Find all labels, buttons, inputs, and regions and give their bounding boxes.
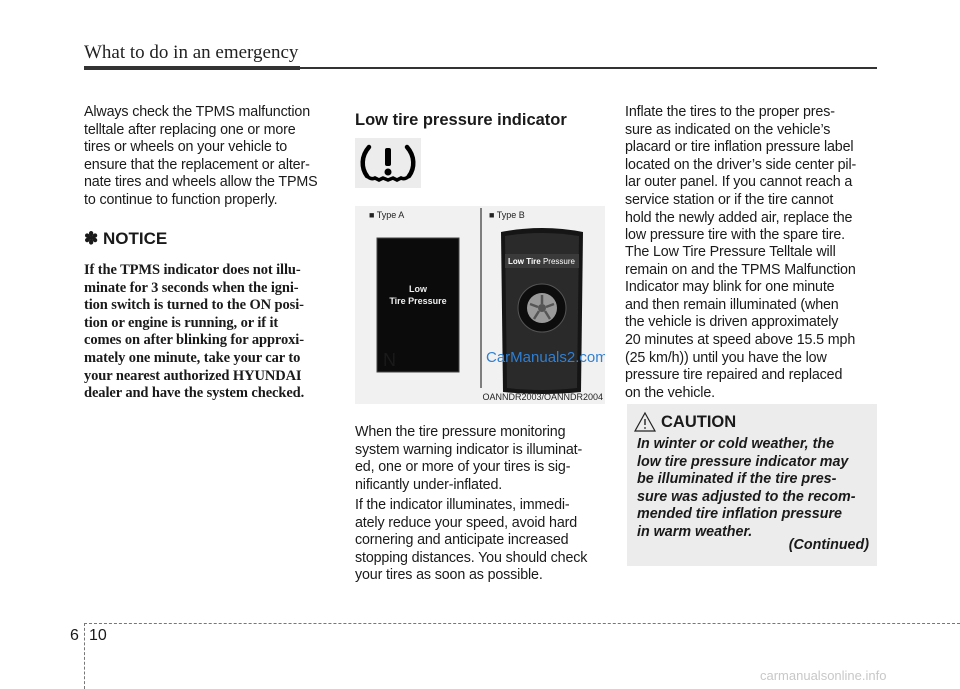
- text-line: system warning indicator is illuminat-: [355, 441, 583, 458]
- type-b-label: ■ Type B: [489, 210, 525, 220]
- caution-title: CAUTION: [661, 413, 737, 431]
- site-watermark: carmanualsonline.info: [760, 668, 887, 683]
- text-line: tion or engine is running, or if it: [84, 314, 279, 331]
- text-line: placard or tire inflation pressure label: [625, 139, 854, 156]
- text-line: your nearest authorized HYUNDAI: [84, 367, 302, 384]
- text-line: If the TPMS indicator does not illu-: [84, 262, 301, 278]
- text-line: located on the driver’s side center pil-: [625, 156, 857, 173]
- text-line: low tire pressure indicator may: [637, 453, 849, 470]
- text-line: sure was adjusted to the recom-: [637, 488, 856, 505]
- figure-code: OANNDR2003/OANNDR2004: [482, 392, 603, 402]
- type-b-display-label-bold: Low Tire: [508, 257, 541, 266]
- text-line: comes on after blinking for approxi-: [84, 332, 304, 349]
- warning-triangle-icon: [633, 411, 657, 433]
- notice-body: [84, 262, 334, 403]
- figure-watermark: CarManuals2.com: [486, 349, 605, 366]
- text-line: on the vehicle.: [625, 384, 715, 401]
- text-line: nificantly under-inflated.: [355, 476, 503, 493]
- text-line: mately one minute, take your car to: [84, 349, 301, 366]
- text-line: sure as indicated on the vehicle’s: [625, 121, 831, 138]
- type-a-label: ■ Type A: [369, 210, 405, 220]
- text-line: Always check the TPMS malfunction: [84, 104, 311, 120]
- footer-vertical-rule: [84, 623, 85, 689]
- tpms-check-paragraph: [84, 104, 334, 210]
- text-line: ed, one or more of your tires is sig-: [355, 459, 571, 476]
- inflate-paragraph: [625, 104, 877, 245]
- text-line: If the indicator illuminates, immedi-: [355, 497, 570, 513]
- header-rule-thin: [300, 67, 877, 69]
- svg-text:N: N: [383, 350, 396, 370]
- text-line: nate tires and wheels allow the TPMS: [84, 174, 318, 191]
- type-b-display-label-rest: Pressure: [540, 257, 575, 266]
- type-a-display-line1: Low: [409, 284, 427, 294]
- caution-continued: (Continued): [788, 537, 869, 553]
- type-a-display-line2: Tire Pressure: [389, 296, 447, 306]
- text-line: The Low Tire Pressure Telltale will: [625, 244, 836, 260]
- text-line: pressure tire repaired and replaced: [625, 367, 843, 384]
- text-line: tires or wheels on your vehicle to: [84, 139, 288, 156]
- text-line: Inflate the tires to the proper pres-: [625, 104, 835, 120]
- tire-pressure-warning-icon: [355, 138, 421, 188]
- header-rule: [84, 66, 877, 70]
- text-line: telltale after replacing one or more: [84, 121, 296, 138]
- text-line: hold the newly added air, replace the: [625, 209, 853, 226]
- caution-box: [627, 404, 877, 566]
- text-line: service station or if the tire cannot: [625, 191, 834, 208]
- section-title: Low tire pressure indicator: [355, 111, 567, 129]
- tpms-display-illustration: [355, 206, 605, 404]
- text-line: in warm weather.: [637, 523, 753, 540]
- text-line: When the tire pressure monitoring: [355, 424, 566, 440]
- type-b-display-label: [508, 257, 576, 266]
- text-line: (25 km/h)) until you have the low: [625, 349, 827, 366]
- tpms-indicator-symbol: [355, 138, 421, 188]
- header-rule-thick: [84, 66, 300, 70]
- indicator-paragraph-2: [355, 497, 605, 585]
- text-line: minate for 3 seconds when the igni-: [84, 279, 299, 296]
- tpms-display-figure: [355, 206, 605, 404]
- footer-rule: [84, 623, 960, 624]
- text-line: In winter or cold weather, the: [637, 436, 835, 452]
- text-line: mended tire inflation pressure: [637, 506, 842, 522]
- chapter-number: 6: [70, 627, 79, 644]
- text-line: ately reduce your speed, avoid hard: [355, 514, 578, 531]
- indicator-paragraph-1: [355, 424, 605, 494]
- text-line: dealer and have the system checked.: [84, 385, 305, 402]
- text-line: to continue to function properly.: [84, 191, 278, 208]
- text-line: 20 minutes at speed above 15.5 mph: [625, 331, 856, 348]
- telltale-paragraph: [625, 244, 877, 402]
- text-line: cornering and anticipate increased: [355, 532, 569, 549]
- page-header-title: What to do in an emergency: [84, 42, 299, 63]
- text-line: Indicator may blink for one minute: [625, 279, 835, 296]
- text-line: ensure that the replacement or alter-: [84, 156, 310, 173]
- caution-body: [637, 436, 869, 541]
- text-line: the vehicle is driven approximately: [625, 314, 839, 331]
- text-line: low pressure tire with the spare tire.: [625, 227, 845, 244]
- text-line: tion switch is turned to the ON posi-: [84, 297, 304, 314]
- text-line: remain on and the TPMS Malfunction: [625, 261, 856, 278]
- text-line: stopping distances. You should check: [355, 549, 588, 566]
- notice-heading: ✽ NOTICE: [84, 229, 168, 248]
- text-line: your tires as soon as possible.: [355, 567, 543, 584]
- text-line: lar outer panel. If you cannot reach a: [625, 174, 853, 191]
- text-line: and then remain illuminated (when: [625, 296, 839, 313]
- text-line: be illuminated if the tire pres-: [637, 471, 837, 487]
- page-number: 10: [89, 627, 107, 644]
